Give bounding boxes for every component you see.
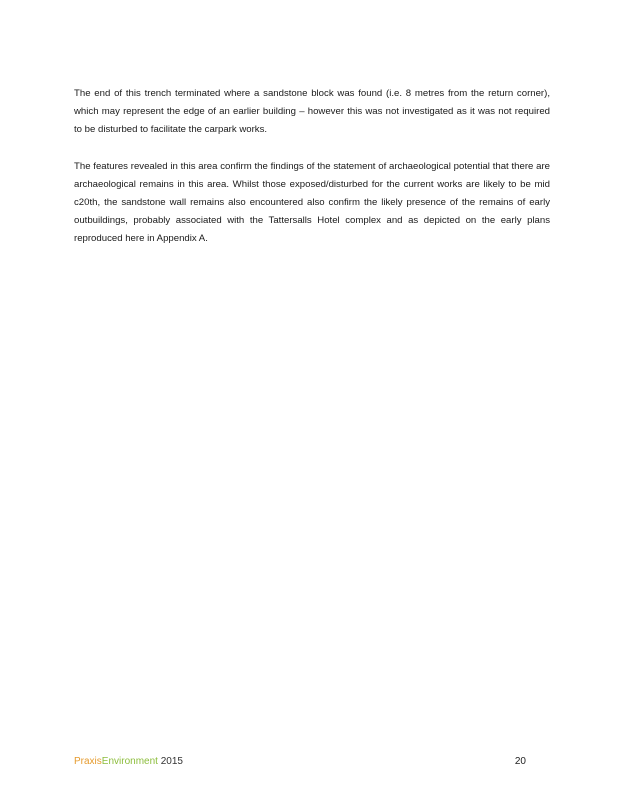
brand-praxis-text: Praxis — [74, 756, 102, 767]
page-number: 20 — [514, 756, 526, 767]
brand-environment-text: Environment — [101, 756, 158, 767]
brand-year-text: 2015 — [157, 756, 183, 767]
footer-brand — [74, 755, 183, 769]
page-footer — [74, 755, 550, 769]
paragraph-features-revealed: The features revealed in this area confirm the findings of the statement of archaeological potential that there are archaeological remains in this area. Whilst those exposed/disturbed for the current works are likely to be mid c20th, the sandstone wall remains also encountered also confirm the likely presence of the remains of early outbuildings, probably associated with the Tattersalls Hotel complex and as depicted on the early plans reproduced here in Appendix A. — [74, 160, 550, 245]
paragraph-trench-end: The end of this trench terminated where a sandstone block was found (i.e. 8 metres from the return corner), which may represent the edge of an earlier building – however this was not investigated as it was not required to be disturbed to facilitate the carpark works. — [74, 88, 550, 136]
page-body — [74, 85, 550, 249]
